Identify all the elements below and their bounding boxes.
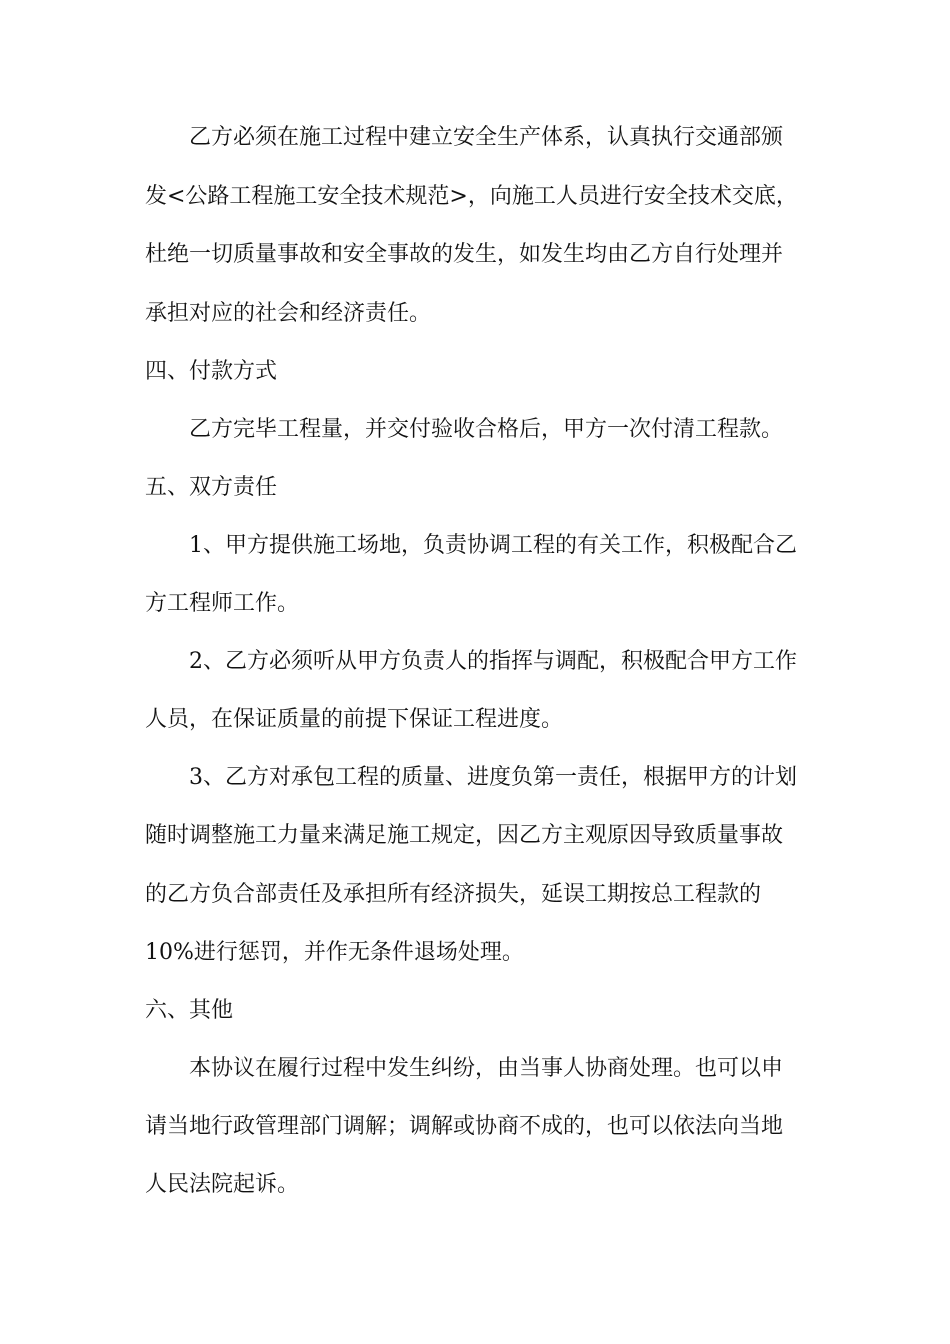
clause-3-line-3: 的乙方负合部责任及承担所有经济损失，延误工期按总工程款的 [145,882,762,907]
clause-3-line-1: 3、乙方对承包工程的质量、进度负第一责任，根据甲方的计划 [189,765,797,790]
section-heading-responsibilities: 五、双方责任 [145,475,278,500]
clause-2-line-1: 2、乙方必须听从甲方负责人的指挥与调配，积极配合甲方工作 [189,649,797,674]
clause-1-line-2: 方工程师工作。 [145,591,300,616]
paragraph-safety-line-2: 发<公路工程施工安全技术规范>，向施工人员进行安全技术交底， [145,184,798,209]
paragraph-payment: 乙方完毕工程量，并交付验收合格后，甲方一次付清工程款。 [189,417,784,442]
section-heading-payment: 四、付款方式 [145,359,278,384]
section-heading-other: 六、其他 [145,998,234,1023]
clause-3-line-2: 随时调整施工力量来满足施工规定，因乙方主观原因导致质量事故 [145,823,784,848]
paragraph-disputes-line-2: 请当地行政管理部门调解；调解或协商不成的，也可以依法向当地 [145,1114,784,1139]
paragraph-safety-line-3: 杜绝一切质量事故和安全事故的发生，如发生均由乙方自行处理并 [145,242,784,267]
clause-3-line-4: 10%进行惩罚，并作无条件退场处理。 [145,940,524,965]
paragraph-disputes-line-3: 人民法院起诉。 [145,1172,300,1197]
paragraph-disputes-line-1: 本协议在履行过程中发生纠纷，由当事人协商处理。也可以申 [189,1056,784,1081]
paragraph-safety-line-1: 乙方必须在施工过程中建立安全生产体系，认真执行交通部颁 [189,125,784,150]
clause-1-line-1: 1、甲方提供施工场地，负责协调工程的有关工作，积极配合乙 [189,533,797,558]
clause-2-line-2: 人员，在保证质量的前提下保证工程进度。 [145,707,564,732]
paragraph-safety-line-4: 承担对应的社会和经济责任。 [145,301,432,326]
